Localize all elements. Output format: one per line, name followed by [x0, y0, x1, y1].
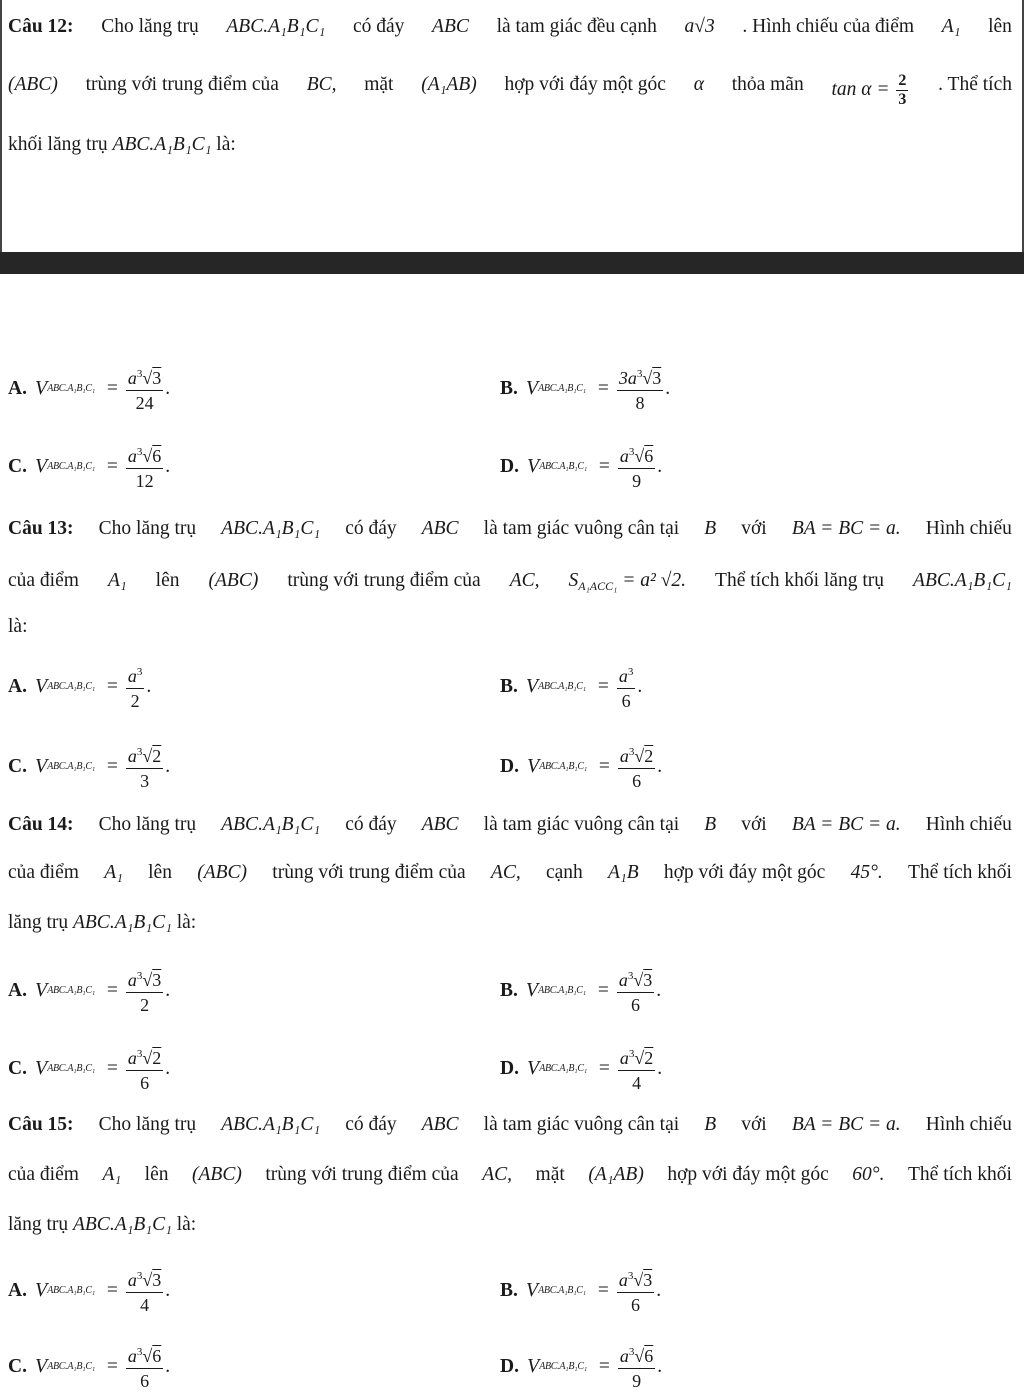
answer-fraction: [126, 362, 163, 415]
volume-symbol: V: [526, 455, 540, 477]
q12-option-a[interactable]: [8, 362, 170, 415]
volume-symbol: V: [34, 675, 48, 697]
option-letter: C.: [8, 455, 27, 477]
fraction-denominator: 12: [135, 471, 154, 491]
answer-fraction: [126, 1042, 163, 1095]
equals-sign: =: [598, 455, 610, 477]
option-letter: D.: [500, 755, 519, 777]
answer-fraction: [617, 362, 663, 415]
q12-text: là tam giác đều cạnh: [496, 16, 657, 37]
equals-sign: =: [106, 755, 118, 777]
fraction-denominator: 2: [130, 691, 140, 711]
q12-text: có đáy: [352, 16, 405, 37]
period: .: [657, 1057, 663, 1079]
q15-option-d[interactable]: [500, 1340, 662, 1393]
fraction-denominator: 6: [632, 771, 642, 791]
fraction-numerator: $a^3$: [617, 660, 636, 689]
q13-line-1: Câu 13: Cho lăng trụ ABC.A₁B₁C₁ có đáy ABC là tam giác vuông cân tại B với BA = BC = a. Hình chiếu: [8, 516, 1012, 542]
q14-option-b[interactable]: [500, 964, 661, 1017]
volume-symbol: V: [34, 1355, 48, 1377]
equals-sign: =: [106, 377, 118, 399]
q14-option-c[interactable]: [8, 1042, 170, 1095]
q12-option-d[interactable]: [500, 440, 662, 493]
option-letter: C.: [8, 755, 27, 777]
volume-subscript: ABC.A₁B₁C₁: [538, 985, 586, 996]
period: .: [657, 755, 663, 777]
q13-option-c[interactable]: [8, 740, 170, 793]
answer-fraction: [126, 740, 163, 793]
q12-base: ABC: [432, 16, 469, 37]
fraction-numerator: $a^3√6$: [618, 1340, 655, 1369]
q15-label: Câu 15:: [8, 1114, 74, 1135]
period: .: [637, 675, 643, 697]
period: .: [656, 979, 662, 1001]
period: .: [657, 1355, 663, 1377]
period: .: [665, 377, 671, 399]
volume-subscript: ABC.A₁B₁C₁: [539, 1361, 587, 1372]
q12-line-2: [8, 72, 1012, 109]
q14-line-3: lăng trụ ABC.A₁B₁C₁ là:: [8, 912, 197, 933]
period: .: [165, 1279, 171, 1301]
volume-symbol: V: [525, 1279, 539, 1301]
answer-fraction: [126, 440, 163, 493]
volume-subscript: ABC.A₁B₁C₁: [538, 383, 586, 394]
option-letter: B.: [500, 377, 518, 399]
q14-option-a[interactable]: [8, 964, 170, 1017]
fraction-denominator: 9: [632, 1371, 642, 1391]
separator-bar: [0, 252, 1024, 274]
answer-fraction: [126, 964, 163, 1017]
q15-option-c[interactable]: [8, 1340, 170, 1393]
volume-symbol: V: [525, 675, 539, 697]
q15-line-3: lăng trụ ABC.A₁B₁C₁ là:: [8, 1214, 197, 1235]
q12-line-1: [8, 14, 1012, 40]
equals-sign: =: [598, 1057, 610, 1079]
fraction-denominator: 9: [632, 471, 642, 491]
fraction-numerator: $a^3√3$: [126, 1264, 163, 1293]
equals-sign: =: [597, 979, 609, 1001]
q12-option-c[interactable]: [8, 440, 170, 493]
q15-option-b[interactable]: [500, 1264, 661, 1317]
fraction-numerator: $a^3√3$: [126, 964, 163, 993]
volume-subscript: ABC.A₁B₁C₁: [47, 761, 95, 772]
volume-subscript: ABC.A₁B₁C₁: [539, 761, 587, 772]
fraction-denominator: 8: [635, 393, 645, 413]
volume-symbol: V: [34, 755, 48, 777]
period: .: [165, 377, 171, 399]
volume-subscript: ABC.A₁B₁C₁: [47, 461, 95, 472]
fraction-denominator: 2: [140, 995, 150, 1015]
q12-plane: (A₁AB): [421, 74, 477, 95]
answer-fraction: [618, 1042, 655, 1095]
answer-fraction: [617, 1264, 654, 1317]
q13-option-a[interactable]: [8, 660, 151, 713]
option-letter: B.: [500, 1279, 518, 1301]
answer-fraction: [618, 440, 655, 493]
q12-text: lên: [988, 16, 1012, 37]
q12-tan-fraction: $\frac{2}{3}$: [898, 72, 907, 108]
q12-option-b[interactable]: [500, 362, 670, 415]
fraction-denominator: 6: [140, 1073, 150, 1093]
fraction-numerator: $a^3√3$: [617, 1264, 654, 1293]
fraction-numerator: $a^3$: [126, 660, 145, 689]
q12-point: A₁: [941, 16, 961, 37]
q12-text: là:: [216, 134, 236, 155]
option-letter: B.: [500, 675, 518, 697]
volume-subscript: ABC.A₁B₁C₁: [538, 681, 586, 692]
answer-fraction: [126, 1340, 163, 1393]
fraction-numerator: $a^3√6$: [126, 1340, 163, 1369]
fraction-numerator: $a^3√3$: [617, 964, 654, 993]
q15-line-1: Câu 15: Cho lăng trụ ABC.A₁B₁C₁ có đáy ABC là tam giác vuông cân tại B với BA = BC = a. Hình chiếu: [8, 1112, 1012, 1138]
fraction-denominator: 3: [140, 771, 150, 791]
volume-subscript: ABC.A₁B₁C₁: [47, 681, 95, 692]
q12-text: khối lăng trụ: [8, 134, 108, 155]
fraction-numerator: $a^3√6$: [618, 440, 655, 469]
q13-option-b[interactable]: [500, 660, 642, 713]
volume-subscript: ABC.A₁B₁C₁: [538, 1285, 586, 1296]
fraction-numerator: $a^3√2$: [126, 740, 163, 769]
volume-symbol: V: [34, 979, 48, 1001]
fraction-denominator: 4: [140, 1295, 150, 1315]
equals-sign: =: [106, 1355, 118, 1377]
answer-fraction: [618, 1340, 655, 1393]
volume-subscript: ABC.A₁B₁C₁: [47, 1285, 95, 1296]
q12-text: thỏa mãn: [731, 74, 804, 95]
answer-fraction: [618, 740, 655, 793]
q13-line-2: của điểm A₁ lên (ABC) trùng với trung điểm của AC, $S_{A_1ACC_1} = a^2$ √2. Thể tích khối lăng trụ ABC.A₁B₁C₁: [8, 568, 1012, 599]
equals-sign: =: [597, 377, 609, 399]
q12-line-3: [8, 132, 1012, 158]
q12-alpha: α: [693, 74, 704, 95]
equals-sign: =: [106, 675, 118, 697]
option-letter: C.: [8, 1057, 27, 1079]
q14-line-2: của điểm A₁ lên (ABC) trùng với trung điểm của AC, cạnh A₁B hợp với đáy một góc 45°. Thể tích khối: [8, 862, 1012, 883]
q13-label: Câu 13:: [8, 518, 74, 539]
q12-text: trùng với trung điểm của: [85, 74, 279, 95]
q14-label: Câu 14:: [8, 814, 74, 835]
equals-sign: =: [106, 979, 118, 1001]
answer-fraction: [617, 660, 636, 713]
fraction-denominator: 24: [135, 393, 154, 413]
q13-area: $S_{A_1ACC_1} = a^2$ √2.: [568, 570, 687, 593]
left-border: [0, 0, 2, 252]
equals-sign: =: [597, 675, 609, 697]
option-letter: B.: [500, 979, 518, 1001]
q12-plane-abc: (ABC): [8, 74, 58, 95]
q12-prism: ABC.A₁B₁C₁: [112, 134, 212, 155]
answer-fraction: [126, 660, 145, 713]
volume-symbol: V: [34, 1057, 48, 1079]
period: .: [165, 979, 171, 1001]
q12-edge: a√3: [684, 16, 715, 37]
equals-sign: =: [106, 455, 118, 477]
q12-prism: ABC.A₁B₁C₁: [226, 16, 326, 37]
q15-option-a[interactable]: [8, 1264, 170, 1317]
volume-symbol: V: [34, 377, 48, 399]
equals-sign: =: [106, 1057, 118, 1079]
option-letter: A.: [8, 979, 27, 1001]
volume-symbol: V: [526, 1355, 540, 1377]
fraction-numerator: $a^3√6$: [126, 440, 163, 469]
period: .: [146, 675, 152, 697]
option-letter: D.: [500, 455, 519, 477]
volume-symbol: V: [34, 1279, 48, 1301]
fraction-denominator: 6: [621, 691, 631, 711]
fraction-denominator: 4: [632, 1073, 642, 1093]
volume-subscript: ABC.A₁B₁C₁: [47, 985, 95, 996]
q13-option-d[interactable]: [500, 740, 662, 793]
answer-fraction: [126, 1264, 163, 1317]
fraction-numerator: $a^3√2$: [126, 1042, 163, 1071]
option-letter: A.: [8, 675, 27, 697]
volume-subscript: ABC.A₁B₁C₁: [47, 1361, 95, 1372]
option-letter: A.: [8, 377, 27, 399]
fraction-denominator: 6: [631, 995, 641, 1015]
volume-subscript: ABC.A₁B₁C₁: [47, 1063, 95, 1074]
volume-subscript: ABC.A₁B₁C₁: [47, 383, 95, 394]
option-letter: D.: [500, 1355, 519, 1377]
q12-text: . Hình chiếu của điểm: [742, 16, 915, 37]
q12-text: hợp với đáy một góc: [504, 74, 666, 95]
option-letter: D.: [500, 1057, 519, 1079]
volume-symbol: V: [526, 1057, 540, 1079]
q15-line-2: của điểm A₁ lên (ABC) trùng với trung điểm của AC, mặt (A₁AB) hợp với đáy một góc 60°. Thể tích khối: [8, 1164, 1012, 1185]
period: .: [165, 1355, 171, 1377]
q12-tan: tan α = $\frac{2}{3}$: [831, 72, 907, 108]
equals-sign: =: [598, 755, 610, 777]
fraction-numerator: $a^3√3$: [126, 362, 163, 391]
volume-subscript: ABC.A₁B₁C₁: [539, 461, 587, 472]
period: .: [165, 455, 171, 477]
fraction-numerator: $a^3√2$: [618, 1042, 655, 1071]
q12-text: Cho lăng trụ: [101, 16, 199, 37]
q14-option-d[interactable]: [500, 1042, 662, 1095]
q12-text: . Thể tích: [938, 74, 1012, 95]
q12-segment: BC,: [306, 74, 337, 95]
equals-sign: =: [598, 1355, 610, 1377]
q12-text: mặt: [364, 74, 394, 95]
q12-label: Câu 12:: [8, 16, 74, 37]
volume-subscript: ABC.A₁B₁C₁: [539, 1063, 587, 1074]
equals-sign: =: [597, 1279, 609, 1301]
answer-fraction: [617, 964, 654, 1017]
period: .: [656, 1279, 662, 1301]
volume-symbol: V: [34, 455, 48, 477]
period: .: [657, 455, 663, 477]
q13-line-3: là:: [8, 616, 28, 637]
period: .: [165, 1057, 171, 1079]
volume-symbol: V: [525, 979, 539, 1001]
q14-line-1: Câu 14: Cho lăng trụ ABC.A₁B₁C₁ có đáy ABC là tam giác vuông cân tại B với BA = BC = a. Hình chiếu: [8, 812, 1012, 838]
option-letter: A.: [8, 1279, 27, 1301]
fraction-denominator: 6: [140, 1371, 150, 1391]
equals-sign: =: [106, 1279, 118, 1301]
fraction-denominator: 6: [631, 1295, 641, 1315]
fraction-numerator: $a^3√2$: [618, 740, 655, 769]
period: .: [165, 755, 171, 777]
volume-symbol: V: [526, 755, 540, 777]
fraction-numerator: $3a^3√3$: [617, 362, 663, 391]
option-letter: C.: [8, 1355, 27, 1377]
volume-symbol: V: [525, 377, 539, 399]
